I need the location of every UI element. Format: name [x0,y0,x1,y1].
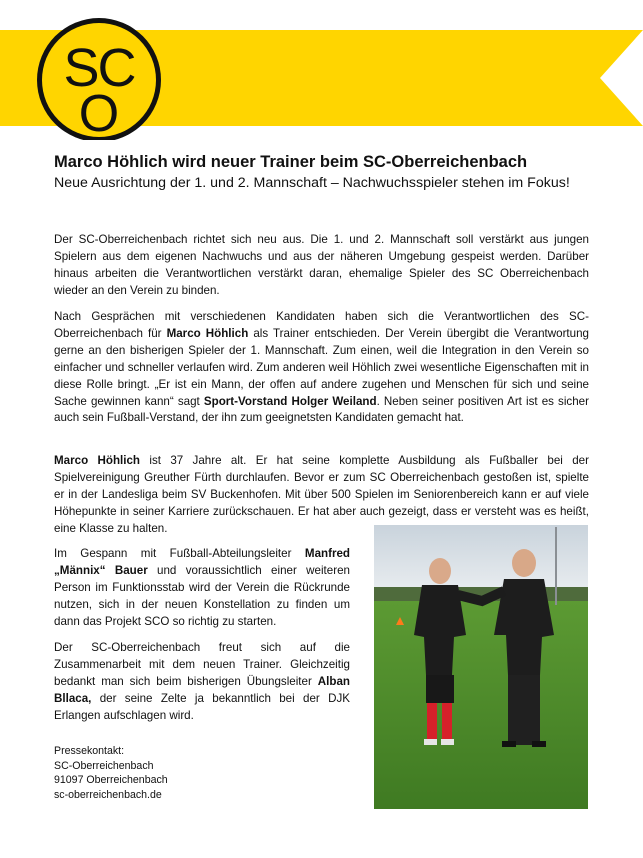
p3-bold-name: Marco Höhlich [54,454,141,467]
photo-grass [374,601,588,809]
subheadline: Neue Ausrichtung der 1. und 2. Mannschaft – Nachwuchsspieler stehen im Fokus! [54,175,570,191]
paragraph-4 [54,546,350,631]
header-banner [0,0,643,140]
p4-bold-name: Manfred „Männix“ Bauer [54,547,350,577]
team-photo [374,525,588,809]
press-contact [54,744,314,802]
club-logo [37,18,161,140]
paragraph-2 [54,309,589,427]
p5-text-a: Der SC-Oberreichenbach freut sich auf die Zusammenarbeit mit dem neuen Trainer. Gleichzeitig bedankt man sich beim bisherigen Übungsleiter [54,641,350,688]
p2-bold-name: Marco Höhlich [166,326,249,340]
contact-line-1: SC-Oberreichenbach [54,759,154,772]
p2-text-a: Nach Gesprächen mit verschiedenen Kandidaten haben sich die Verantwortlichen des SC-Oberreichenbach für [54,310,589,340]
paragraph-5 [54,640,350,725]
logo-letter-bottom: O [78,85,120,140]
p2-text-c: als Trainer entschieden. Der Verein übergibt die Verantwortung gerne an den bisherigen Spieler der 1. Mannschaft. Zum einen, weil die Integration in den Verein so einfacher und schneller verlaufen wird. Zum anderen weil Höhlich zwei wesentliche Eigenschaften mit in diese Rolle bringt. „Er ist ein Mann, der offen auf andere zugehen und Menschen für sich und seine Sache gewinnen kann“ sagt [54,326,589,408]
p4-text-c: und voraussichtlich einer weiteren Person im Funktionsstab wird der Verein die Rückrunde nutzen, sich in der neuen Konstellation zu finden um dann das Projekt SCO so richtig zu starten. [54,563,350,628]
p2-text-e: . Neben seiner positiven Art ist es sicher auch sein Fußball-Verstand, der ihn zum geeignetsten Kandidaten gemacht hat. [54,394,589,425]
contact-line-2: 91097 Oberreichenbach [54,774,168,786]
headline: Marco Höhlich wird neuer Trainer beim SC-Oberreichenbach [54,153,528,171]
contact-label: Pressekontakt: [54,745,125,757]
p5-bold-name: Alban Bllaca, [54,674,350,705]
paragraph-1: Der SC-Oberreichenbach richtet sich neu aus. Die 1. und 2. Mannschaft soll verstärkt aus jungen Spielern aus dem eigenen Nachwuchs und aus der näheren Umgebung gespeist werden. Darüber hinaus arbeiten die Verantwortlichen verstärkt daran, ehemalige Spieler des SC Oberreichenbach wieder an den Verein zu binden. [54,233,589,297]
p2-bold-vorstand: Sport-Vorstand Holger Weiland [203,394,377,408]
p3-text: ist 37 Jahre alt. Er hat seine komplette Ausbildung als Fußballer bei der Spielvereinigung Greuther Fürth durchlaufen. Bevor er zum SC Oberreichenbach gestoßen ist, spielte er in der Landesliga beim SV Buckenhofen. Mit über 500 Spielen im Seniorenbereich kann er auf viele Höhepunkte in seiner Karriere zurückschauen. Er hat aber auch gezeigt, dass er versteht was es heißt, eine Klasse zu halten. [54,454,589,535]
logo-letters-top: SC [63,38,135,98]
p5-text-c: der seine Zelte ja bekanntlich bei der DJK Erlangen aufschlagen wird. [54,691,350,722]
contact-website: sc-oberreichenbach.de [54,788,162,801]
p4-text-a: Im Gespann mit Fußball-Abteilungsleiter [54,547,305,560]
